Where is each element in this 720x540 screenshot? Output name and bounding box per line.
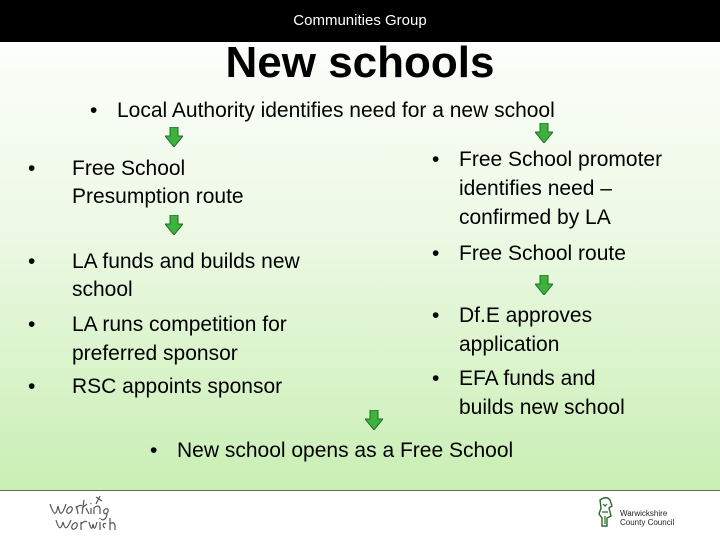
footer-divider: [0, 490, 720, 491]
down-arrow-icon: [165, 127, 183, 147]
bullet-dot: •: [90, 99, 98, 122]
right-step-2-line2: builds new school: [459, 396, 625, 419]
left-route-title-line2: Presumption route: [72, 185, 244, 208]
left-step-2-line1: LA runs competition for: [72, 313, 287, 336]
right-step-1-line2: application: [459, 333, 560, 356]
bullet-dot: •: [28, 375, 36, 398]
group-label: Communities Group: [293, 12, 427, 29]
bottom-bullet-text: New school opens as a Free School: [177, 439, 514, 462]
left-step-2-line2: preferred sponsor: [72, 342, 238, 365]
right-route: Free School route: [459, 242, 626, 265]
bullet-dot: •: [28, 157, 36, 180]
right-promoter-line1: Free School promoter: [459, 148, 663, 171]
bullet-dot: •: [432, 242, 440, 265]
council-name-line2: County Council: [620, 518, 675, 527]
right-step-2-line1: EFA funds and: [459, 367, 596, 390]
bullet-dot: •: [28, 250, 36, 273]
left-route-title-line1: Free School: [72, 157, 186, 180]
bullet-dot: •: [28, 313, 36, 336]
working-for-warwickshire-logo: [46, 494, 118, 534]
left-step-1-line1: LA funds and builds new: [72, 250, 300, 273]
bullet-dot: •: [432, 148, 440, 171]
right-promoter-line2: identifies need –: [459, 177, 612, 200]
bullet-dot: •: [432, 367, 440, 390]
bullet-dot: •: [150, 439, 158, 462]
header-bar: [0, 0, 720, 42]
left-step-1-line2: school: [72, 278, 133, 301]
left-step-3: RSC appoints sponsor: [72, 375, 283, 398]
down-arrow-icon: [535, 275, 553, 295]
down-arrow-icon: [535, 123, 553, 143]
down-arrow-icon: [365, 410, 383, 430]
council-name-line1: Warwickshire: [620, 509, 668, 518]
top-bullet-text: Local Authority identifies need for a new school: [117, 99, 555, 122]
down-arrow-icon: [165, 215, 183, 235]
right-promoter-line3: confirmed by LA: [459, 206, 611, 229]
slide-title: New schools: [225, 38, 495, 87]
right-step-1-line1: Df.E approves: [459, 304, 593, 327]
bullet-dot: •: [432, 304, 440, 327]
